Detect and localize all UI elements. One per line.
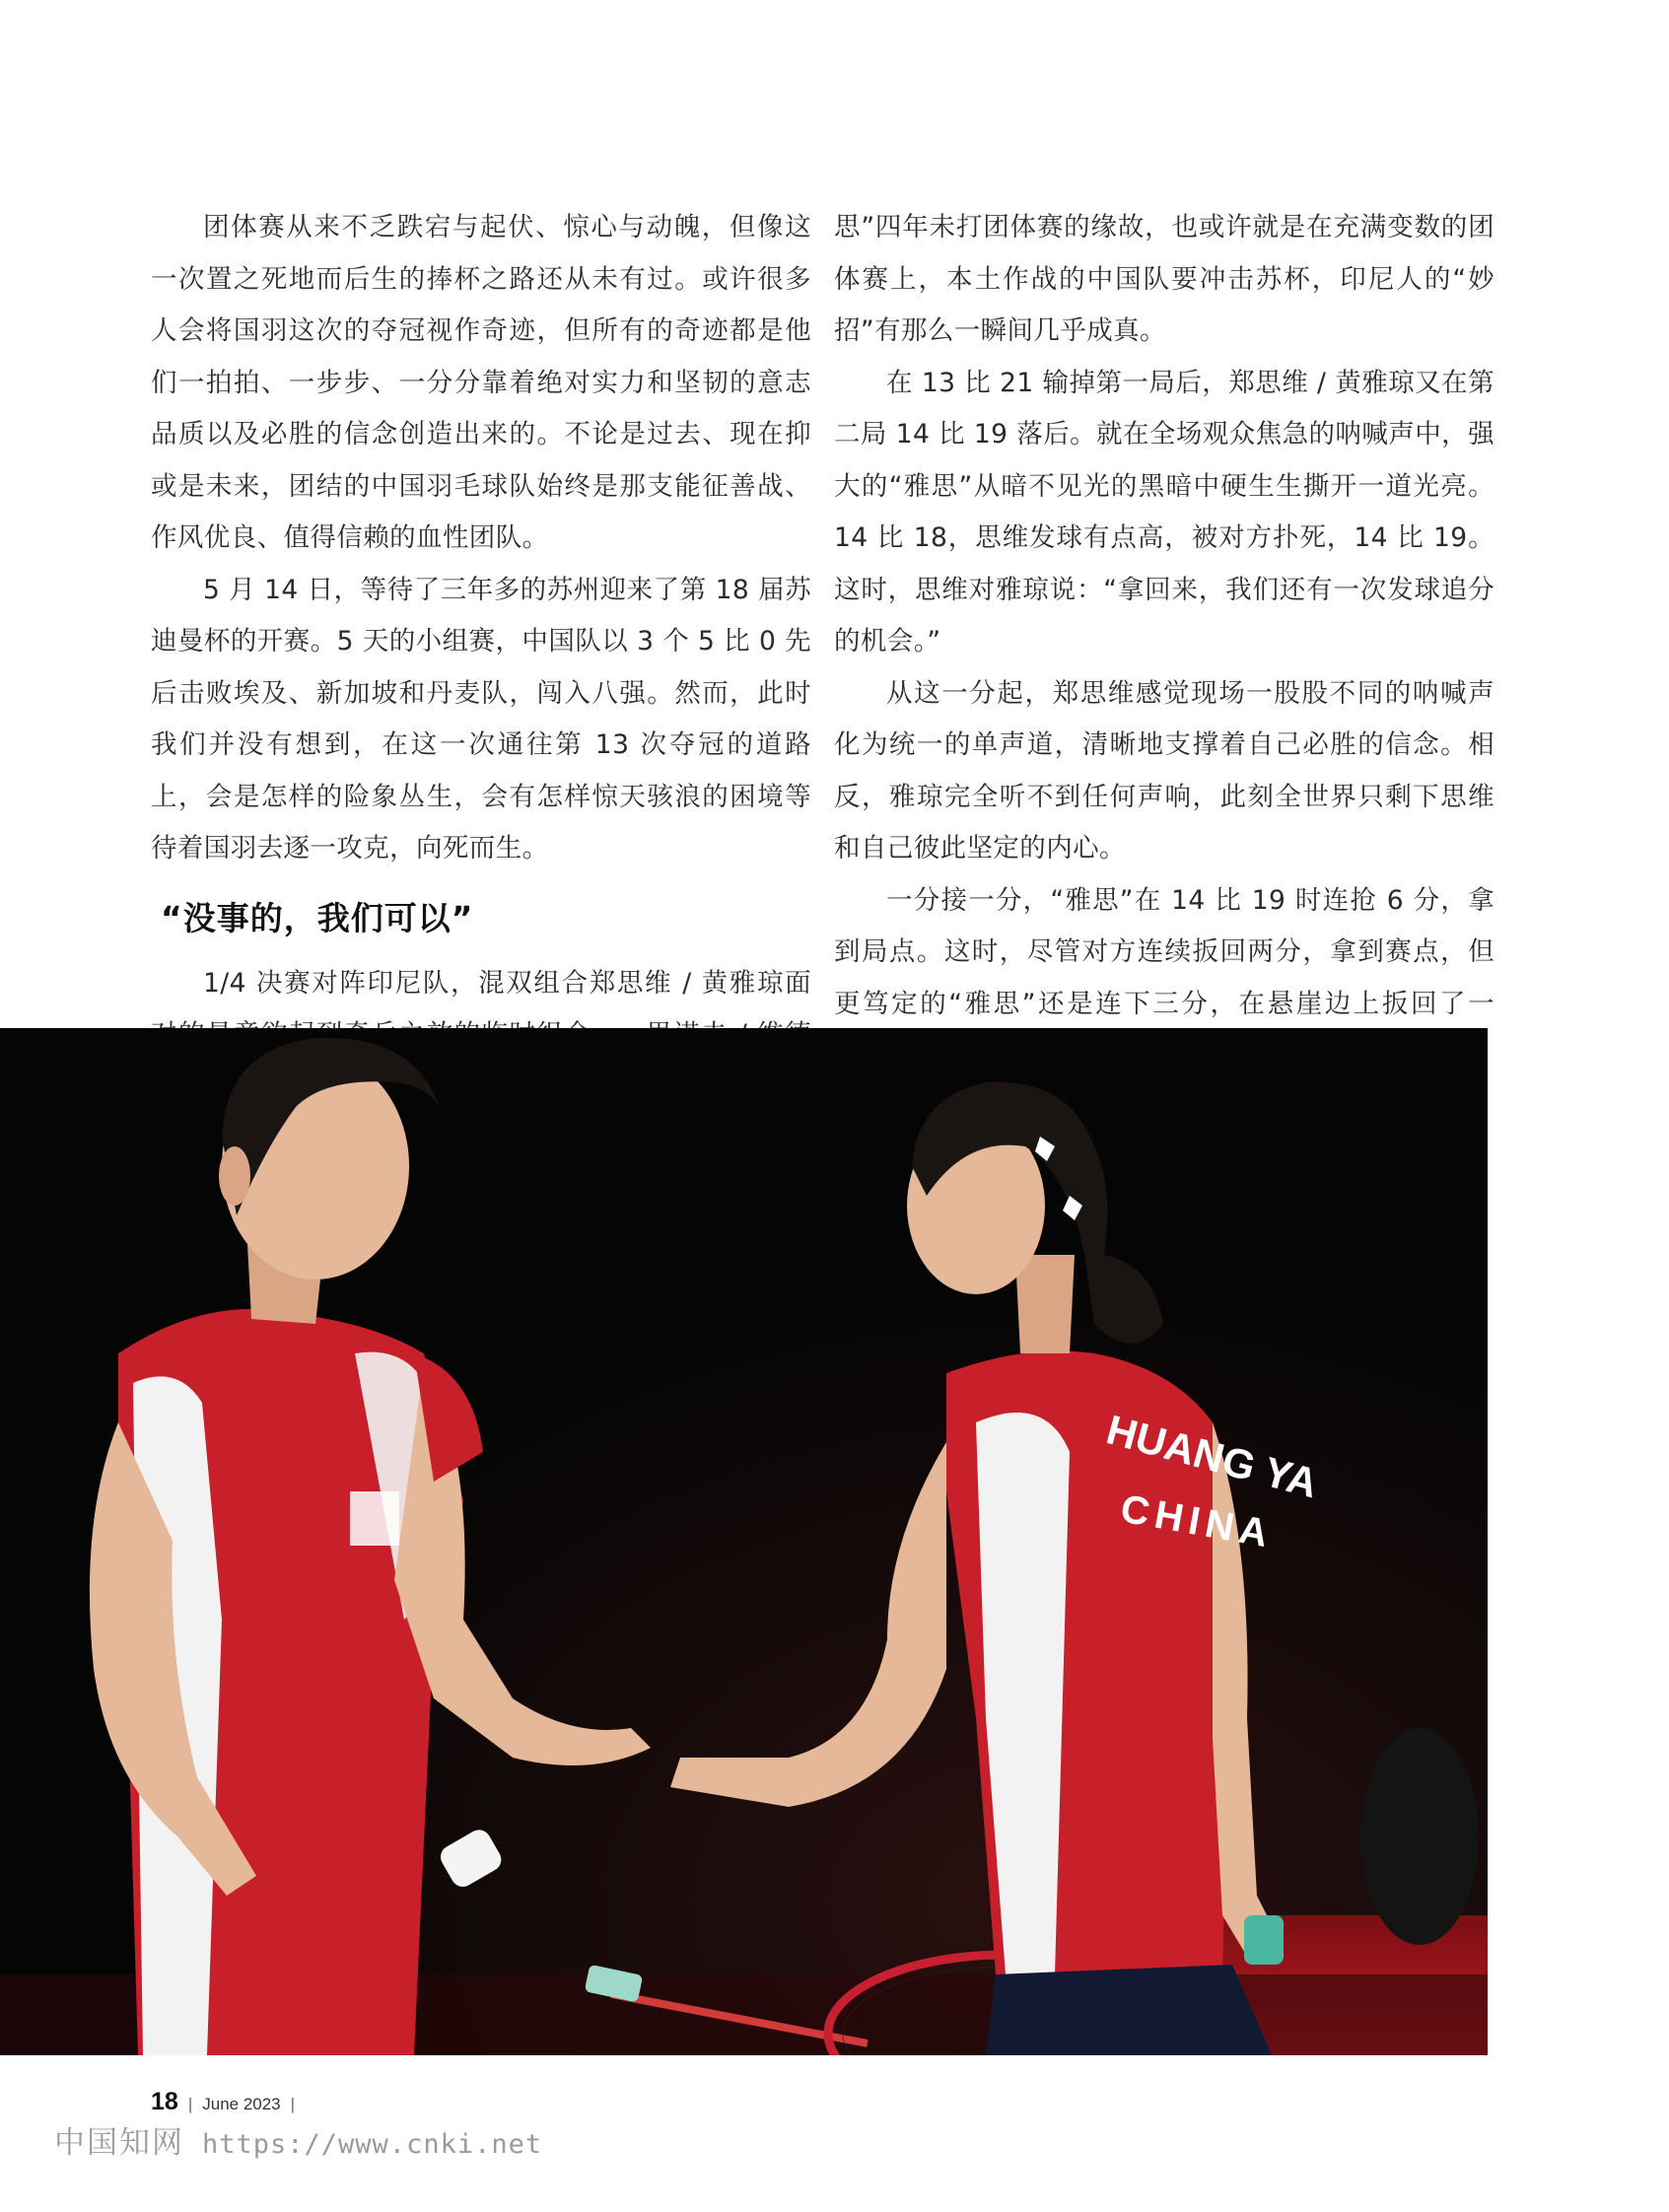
watermark-brand: 中国知网 — [54, 2125, 184, 2161]
paragraph: 1/4 决赛对阵印尼队，混双组合郑思维 / 黄雅琼面 — [203, 967, 811, 999]
issue-date: June 2023 — [202, 2095, 281, 2113]
paragraph: 从这一分起，郑思维感觉现场一股股不同的呐喊声化为统一的单声道，清晰地支撑着自己必胜的信念。相反，雅琼完全听不到任何声响，此刻全世界只剩下思维和自己彼此坚定的内心。 — [834, 677, 1495, 864]
watermark-url[interactable]: https://www.cnki.net — [202, 2129, 543, 2160]
page-footer — [151, 2088, 295, 2116]
page-number: 18 — [151, 2088, 178, 2115]
paragraph: 思”四年未打团体赛的缘故，也或许就是在充满变数的团体赛上，本土作战的中国队要冲击苏杯，印尼人的“妙招”有那么一瞬间几乎成真。 — [834, 212, 1495, 346]
photo-illustration — [0, 1028, 1488, 2055]
footer-separator: | — [290, 2095, 296, 2113]
cnki-watermark — [54, 2117, 542, 2162]
paragraph: 团体赛从来不乏跌宕与起伏、惊心与动魄，但像这一次置之死地而后生的捧杯之路还从未有过。或许很多人会将国羽这次的夺冠视作奇迹，但所有的奇迹都是他们一拍拍、一步步、一分分靠着绝对实力和坚韧的意志品质以及必胜的信念创造出来的。不论是过去、现在抑或是未来，团结的中国羽毛球队始终是那支能征善战、作风优良、值得信赖的血性团队。 — [151, 212, 811, 553]
badminton-players-photo — [0, 1028, 1488, 2055]
left-column — [151, 202, 811, 1113]
jersey-country-text: CHINA — [1117, 1486, 1278, 1557]
jersey-name-text: HUANG YA — [1101, 1406, 1323, 1507]
footer-separator: | — [187, 2095, 193, 2113]
section-title: “没事的，我们可以” — [161, 898, 474, 937]
right-column — [834, 202, 1495, 1082]
paragraph: 5 月 14 日，等待了三年多的苏州迎来了第 18 届苏迪曼杯的开赛。5 天的小组赛，中国队以 3 个 5 比 0 先后击败埃及、新加坡和丹麦队，闯入八强。然而，此时我们并没有想到，在这一次通往第 13 次夺冠的道路上，会是怎样的险象丛生，会有怎样惊天骇浪的困境等待着国羽去逐一攻克，向死而生。 — [151, 574, 811, 864]
paragraph: 一分接一分，“雅思”在 14 比 19 时连抢 6 分，拿到局点。这时，尽管对方连续扳回两分，拿到赛点，但更笃定的“雅思”还是连下三分，在悬崖边上扳回了一 — [834, 884, 1495, 1019]
paragraph: 在 13 比 21 输掉第一局后，郑思维 / 黄雅琼又在第二局 14 比 19 落后。就在全场观众焦急的呐喊声中，强大的“雅思”从暗不见光的黑暗中硬生生撕开一道光亮。14 比 18，思维发球有点高，被对方扑死，14 比 19。这时，思维对雅琼说：“拿回来，我们还有一次发球追分的机会。” — [834, 367, 1495, 657]
